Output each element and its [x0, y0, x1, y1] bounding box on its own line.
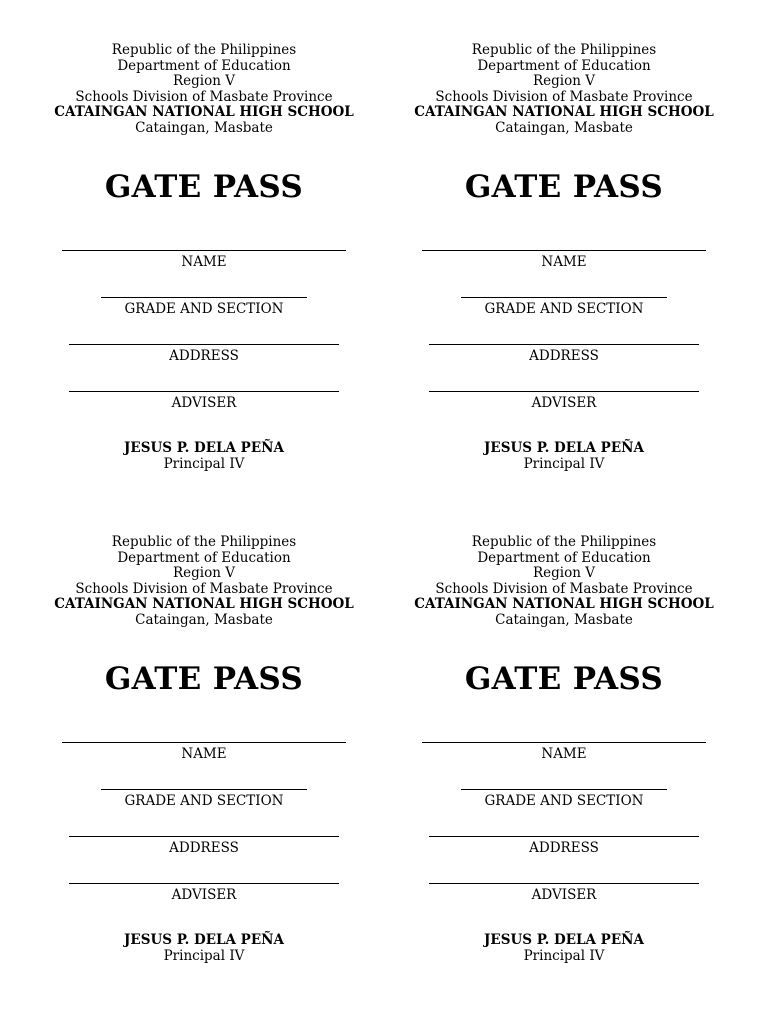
grade-label: GRADE AND SECTION	[124, 793, 284, 809]
letterhead	[384, 43, 744, 137]
grade-blank-line	[101, 789, 307, 790]
grade-field	[384, 789, 744, 809]
division-line: Schools Division of Masbate Province	[75, 580, 333, 597]
name-label: NAME	[181, 254, 227, 270]
address-label: ADDRESS	[529, 840, 599, 856]
division-line: Schools Division of Masbate Province	[435, 580, 693, 597]
name-blank-line	[422, 250, 706, 251]
name-blank-line	[422, 742, 706, 743]
adviser-blank-line	[69, 391, 339, 392]
gate-pass-card	[24, 43, 384, 535]
grade-blank-line	[101, 297, 307, 298]
signatory-block	[24, 440, 384, 472]
department-line: Department of Education	[477, 57, 651, 74]
school-location: Cataingan, Masbate	[135, 611, 273, 628]
address-label: ADDRESS	[169, 348, 239, 364]
grade-field	[384, 297, 744, 317]
division-line: Schools Division of Masbate Province	[435, 88, 693, 105]
grade-label: GRADE AND SECTION	[124, 301, 284, 317]
grade-blank-line	[461, 789, 667, 790]
school-location: Cataingan, Masbate	[135, 119, 273, 136]
name-field	[384, 250, 744, 270]
adviser-label: ADVISER	[531, 395, 597, 411]
grade-label: GRADE AND SECTION	[484, 793, 644, 809]
principal-position: Principal IV	[163, 948, 245, 964]
adviser-field	[24, 391, 384, 411]
principal-position: Principal IV	[523, 456, 605, 472]
adviser-label: ADVISER	[171, 395, 237, 411]
principal-name: JESUS P. DELA PEÑA	[124, 440, 284, 456]
republic-line: Republic of the Philippines	[111, 42, 297, 58]
grade-label: GRADE AND SECTION	[484, 301, 644, 317]
grade-blank-line	[461, 297, 667, 298]
signatory-block	[384, 440, 744, 472]
address-blank-line	[429, 344, 699, 345]
letterhead	[24, 43, 384, 137]
region-line: Region V	[173, 73, 235, 90]
region-line: Region V	[533, 565, 595, 582]
gate-pass-title: GATE PASS	[464, 169, 664, 205]
division-line: Schools Division of Masbate Province	[75, 88, 333, 105]
region-line: Region V	[173, 565, 235, 582]
name-field	[24, 742, 384, 762]
republic-line: Republic of the Philippines	[471, 534, 657, 550]
name-blank-line	[62, 742, 346, 743]
address-blank-line	[69, 344, 339, 345]
address-field	[384, 836, 744, 856]
department-line: Department of Education	[117, 57, 291, 74]
gate-pass-title: GATE PASS	[104, 661, 304, 697]
principal-name: JESUS P. DELA PEÑA	[484, 440, 644, 456]
address-field	[24, 836, 384, 856]
name-label: NAME	[181, 746, 227, 762]
address-field	[384, 344, 744, 364]
address-blank-line	[429, 836, 699, 837]
adviser-field	[384, 391, 744, 411]
address-blank-line	[69, 836, 339, 837]
principal-position: Principal IV	[163, 456, 245, 472]
principal-name: JESUS P. DELA PEÑA	[124, 932, 284, 948]
region-line: Region V	[533, 73, 595, 90]
adviser-field	[384, 883, 744, 903]
gate-pass-card	[24, 535, 384, 1027]
school-name: CATAINGAN NATIONAL HIGH SCHOOL	[414, 104, 714, 121]
adviser-blank-line	[69, 883, 339, 884]
school-name: CATAINGAN NATIONAL HIGH SCHOOL	[54, 596, 354, 613]
adviser-field	[24, 883, 384, 903]
gate-pass-title: GATE PASS	[464, 661, 664, 697]
name-blank-line	[62, 250, 346, 251]
principal-name: JESUS P. DELA PEÑA	[484, 932, 644, 948]
name-field	[384, 742, 744, 762]
department-line: Department of Education	[117, 549, 291, 566]
gate-pass-title: GATE PASS	[104, 169, 304, 205]
letterhead	[24, 535, 384, 629]
address-label: ADDRESS	[529, 348, 599, 364]
name-label: NAME	[541, 746, 587, 762]
adviser-blank-line	[429, 391, 699, 392]
school-name: CATAINGAN NATIONAL HIGH SCHOOL	[54, 104, 354, 121]
name-field	[24, 250, 384, 270]
letterhead	[384, 535, 744, 629]
adviser-label: ADVISER	[171, 887, 237, 903]
adviser-label: ADVISER	[531, 887, 597, 903]
principal-position: Principal IV	[523, 948, 605, 964]
school-location: Cataingan, Masbate	[495, 611, 633, 628]
adviser-blank-line	[429, 883, 699, 884]
gate-pass-card	[384, 535, 744, 1027]
republic-line: Republic of the Philippines	[471, 42, 657, 58]
address-field	[24, 344, 384, 364]
school-name: CATAINGAN NATIONAL HIGH SCHOOL	[414, 596, 714, 613]
republic-line: Republic of the Philippines	[111, 534, 297, 550]
school-location: Cataingan, Masbate	[495, 119, 633, 136]
signatory-block	[24, 932, 384, 964]
grade-field	[24, 789, 384, 809]
address-label: ADDRESS	[169, 840, 239, 856]
gate-pass-card	[384, 43, 744, 535]
name-label: NAME	[541, 254, 587, 270]
department-line: Department of Education	[477, 549, 651, 566]
grade-field	[24, 297, 384, 317]
signatory-block	[384, 932, 744, 964]
